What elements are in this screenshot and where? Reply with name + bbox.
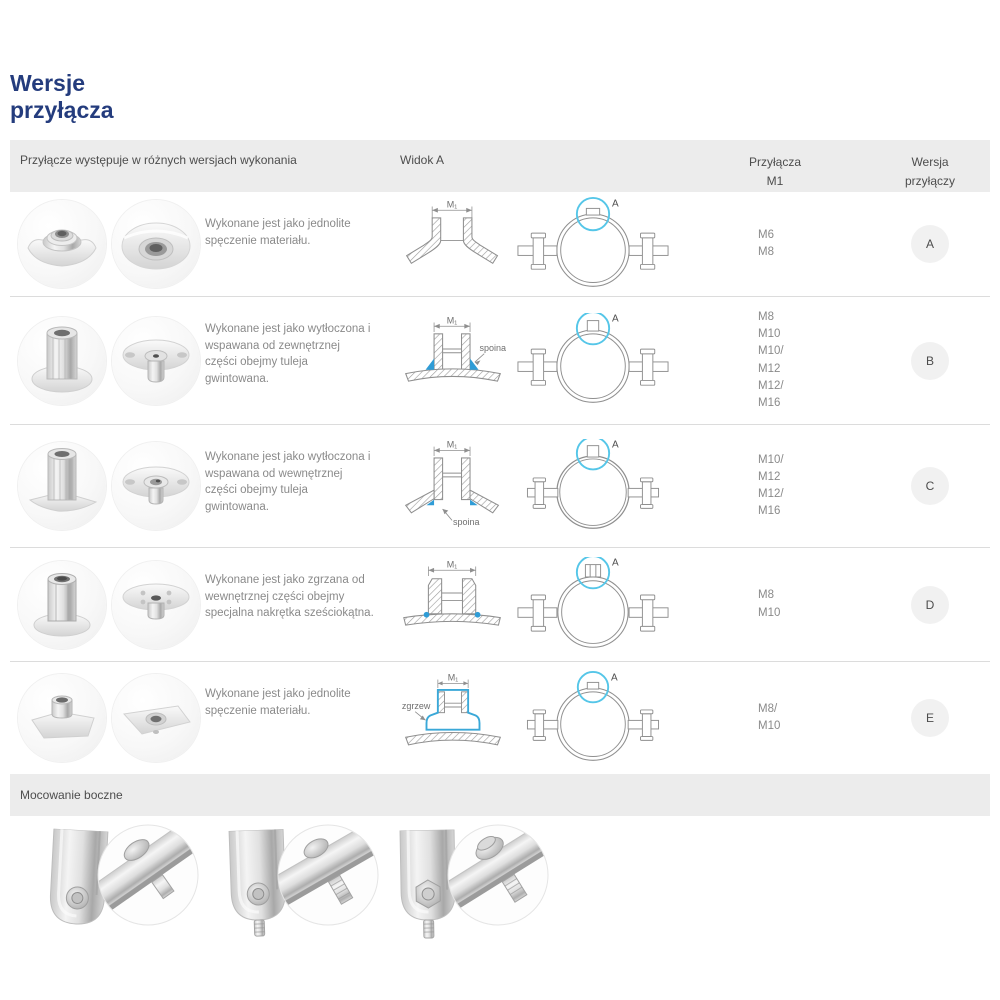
header-version: Wersja przyłączy — [904, 155, 955, 188]
version-badge: B — [911, 342, 949, 380]
view-a-drawings — [400, 671, 680, 766]
detail-label: A — [612, 198, 619, 209]
clamp-drawing — [512, 313, 674, 408]
header-description: Przyłącze występuje w różnych wersjach wykonania — [20, 153, 297, 167]
side-mount-group-3 — [385, 824, 585, 964]
row-photos — [10, 442, 205, 530]
product-photo-1 — [18, 442, 106, 530]
version-cell — [870, 297, 990, 424]
product-photo-2 — [112, 317, 200, 405]
clamp-drawing — [512, 197, 674, 292]
header-thread: Przyłącza M1 — [748, 155, 801, 188]
detail-label: A — [612, 313, 619, 325]
version-badge: D — [911, 586, 949, 624]
cross-section-drawing — [400, 557, 506, 646]
row-photos — [10, 200, 205, 288]
header-view-a: Widok A — [400, 153, 445, 167]
detail-label: A — [611, 672, 618, 683]
cross-section-drawing — [400, 439, 506, 528]
table-row — [10, 662, 990, 774]
side-mounting-bar — [10, 774, 990, 816]
product-photo-1 — [18, 317, 106, 405]
table-row — [10, 297, 990, 425]
thread-sizes-cell — [680, 425, 870, 547]
version-cell — [870, 192, 990, 296]
side-mounting-photos — [10, 824, 990, 974]
view-a-drawings — [400, 439, 680, 534]
row-photos — [10, 317, 205, 405]
thread-sizes-cell — [680, 548, 870, 661]
dim-label: M₁ — [446, 439, 458, 450]
side-mounting-title: Mocowanie boczne — [20, 788, 123, 802]
table-row — [10, 548, 990, 662]
product-photo-2 — [112, 442, 200, 530]
version-badge: C — [911, 467, 949, 505]
detail-label: A — [612, 439, 619, 451]
view-a-drawings — [400, 313, 680, 408]
side-mount-detail-3 — [447, 824, 549, 926]
dim-label: M₁ — [446, 198, 458, 209]
table-row — [10, 425, 990, 548]
description-text: Wykonane jest jako jednolite spęczenie materiału. — [205, 688, 351, 717]
table-header — [10, 140, 990, 192]
weld-label: zgrzew — [401, 700, 431, 711]
description-text: Wykonane jest jako wytłoczona i wspawana od wewnętrznej części obejmy tuleja gwintowana. — [205, 451, 371, 514]
version-cell — [870, 425, 990, 547]
product-photo-1 — [18, 561, 106, 649]
view-a-drawings — [400, 197, 680, 292]
threads-list: M8 M10 M10/ M12 M12/ M16 — [758, 310, 784, 409]
view-a-drawings — [400, 557, 680, 652]
product-photo-1 — [18, 674, 106, 762]
version-badge: E — [911, 699, 949, 737]
row-photos — [10, 561, 205, 649]
threads-list: M8 M10 — [758, 589, 781, 619]
threads-list: M6 M8 — [758, 228, 774, 258]
description-text: Wykonane jest jako wytłoczona i wspawana od zewnętrznej części obejmy tuleja gwintowana. — [205, 323, 371, 386]
side-mount-detail-1 — [97, 824, 199, 926]
version-badge: A — [911, 225, 949, 263]
cross-section-drawing — [400, 313, 506, 402]
dim-label: M₁ — [447, 671, 459, 682]
weld-label: spoina — [453, 516, 480, 527]
description-text: Wykonane jest jako zgrzana od wewnętrznej części obejmy specjalna nakrętka sześciokątna. — [205, 574, 374, 620]
version-cell — [870, 662, 990, 774]
dim-label: M₁ — [446, 559, 458, 570]
dim-label: M₁ — [446, 315, 458, 326]
row-photos — [10, 674, 205, 762]
thread-sizes-cell — [680, 192, 870, 296]
weld-outline — [427, 689, 480, 729]
cross-section-drawing — [400, 197, 506, 286]
detail-label: A — [612, 557, 619, 569]
page-title: Wersje przyłącza — [10, 70, 114, 124]
clamp-drawing — [512, 557, 674, 652]
thread-sizes-cell — [680, 662, 870, 774]
product-photo-2 — [112, 200, 200, 288]
product-photo-1 — [18, 200, 106, 288]
table-row — [10, 192, 990, 297]
threads-list: M10/ M12 M12/ M16 — [758, 453, 784, 518]
clamp-drawing — [512, 439, 674, 534]
description-text: Wykonane jest jako jednolite spęczenie materiału. — [205, 218, 351, 247]
thread-sizes-cell — [680, 297, 870, 424]
clamp-drawing — [512, 671, 674, 766]
threads-list: M8/ M10 — [758, 702, 781, 732]
versions-table — [10, 192, 990, 774]
weld-label: spoina — [479, 342, 506, 353]
product-photo-2 — [112, 674, 200, 762]
side-mount-detail-2 — [277, 824, 379, 926]
cross-section-drawing — [400, 671, 506, 760]
side-mount-group-1 — [35, 824, 235, 964]
version-cell — [870, 548, 990, 661]
product-photo-2 — [112, 561, 200, 649]
